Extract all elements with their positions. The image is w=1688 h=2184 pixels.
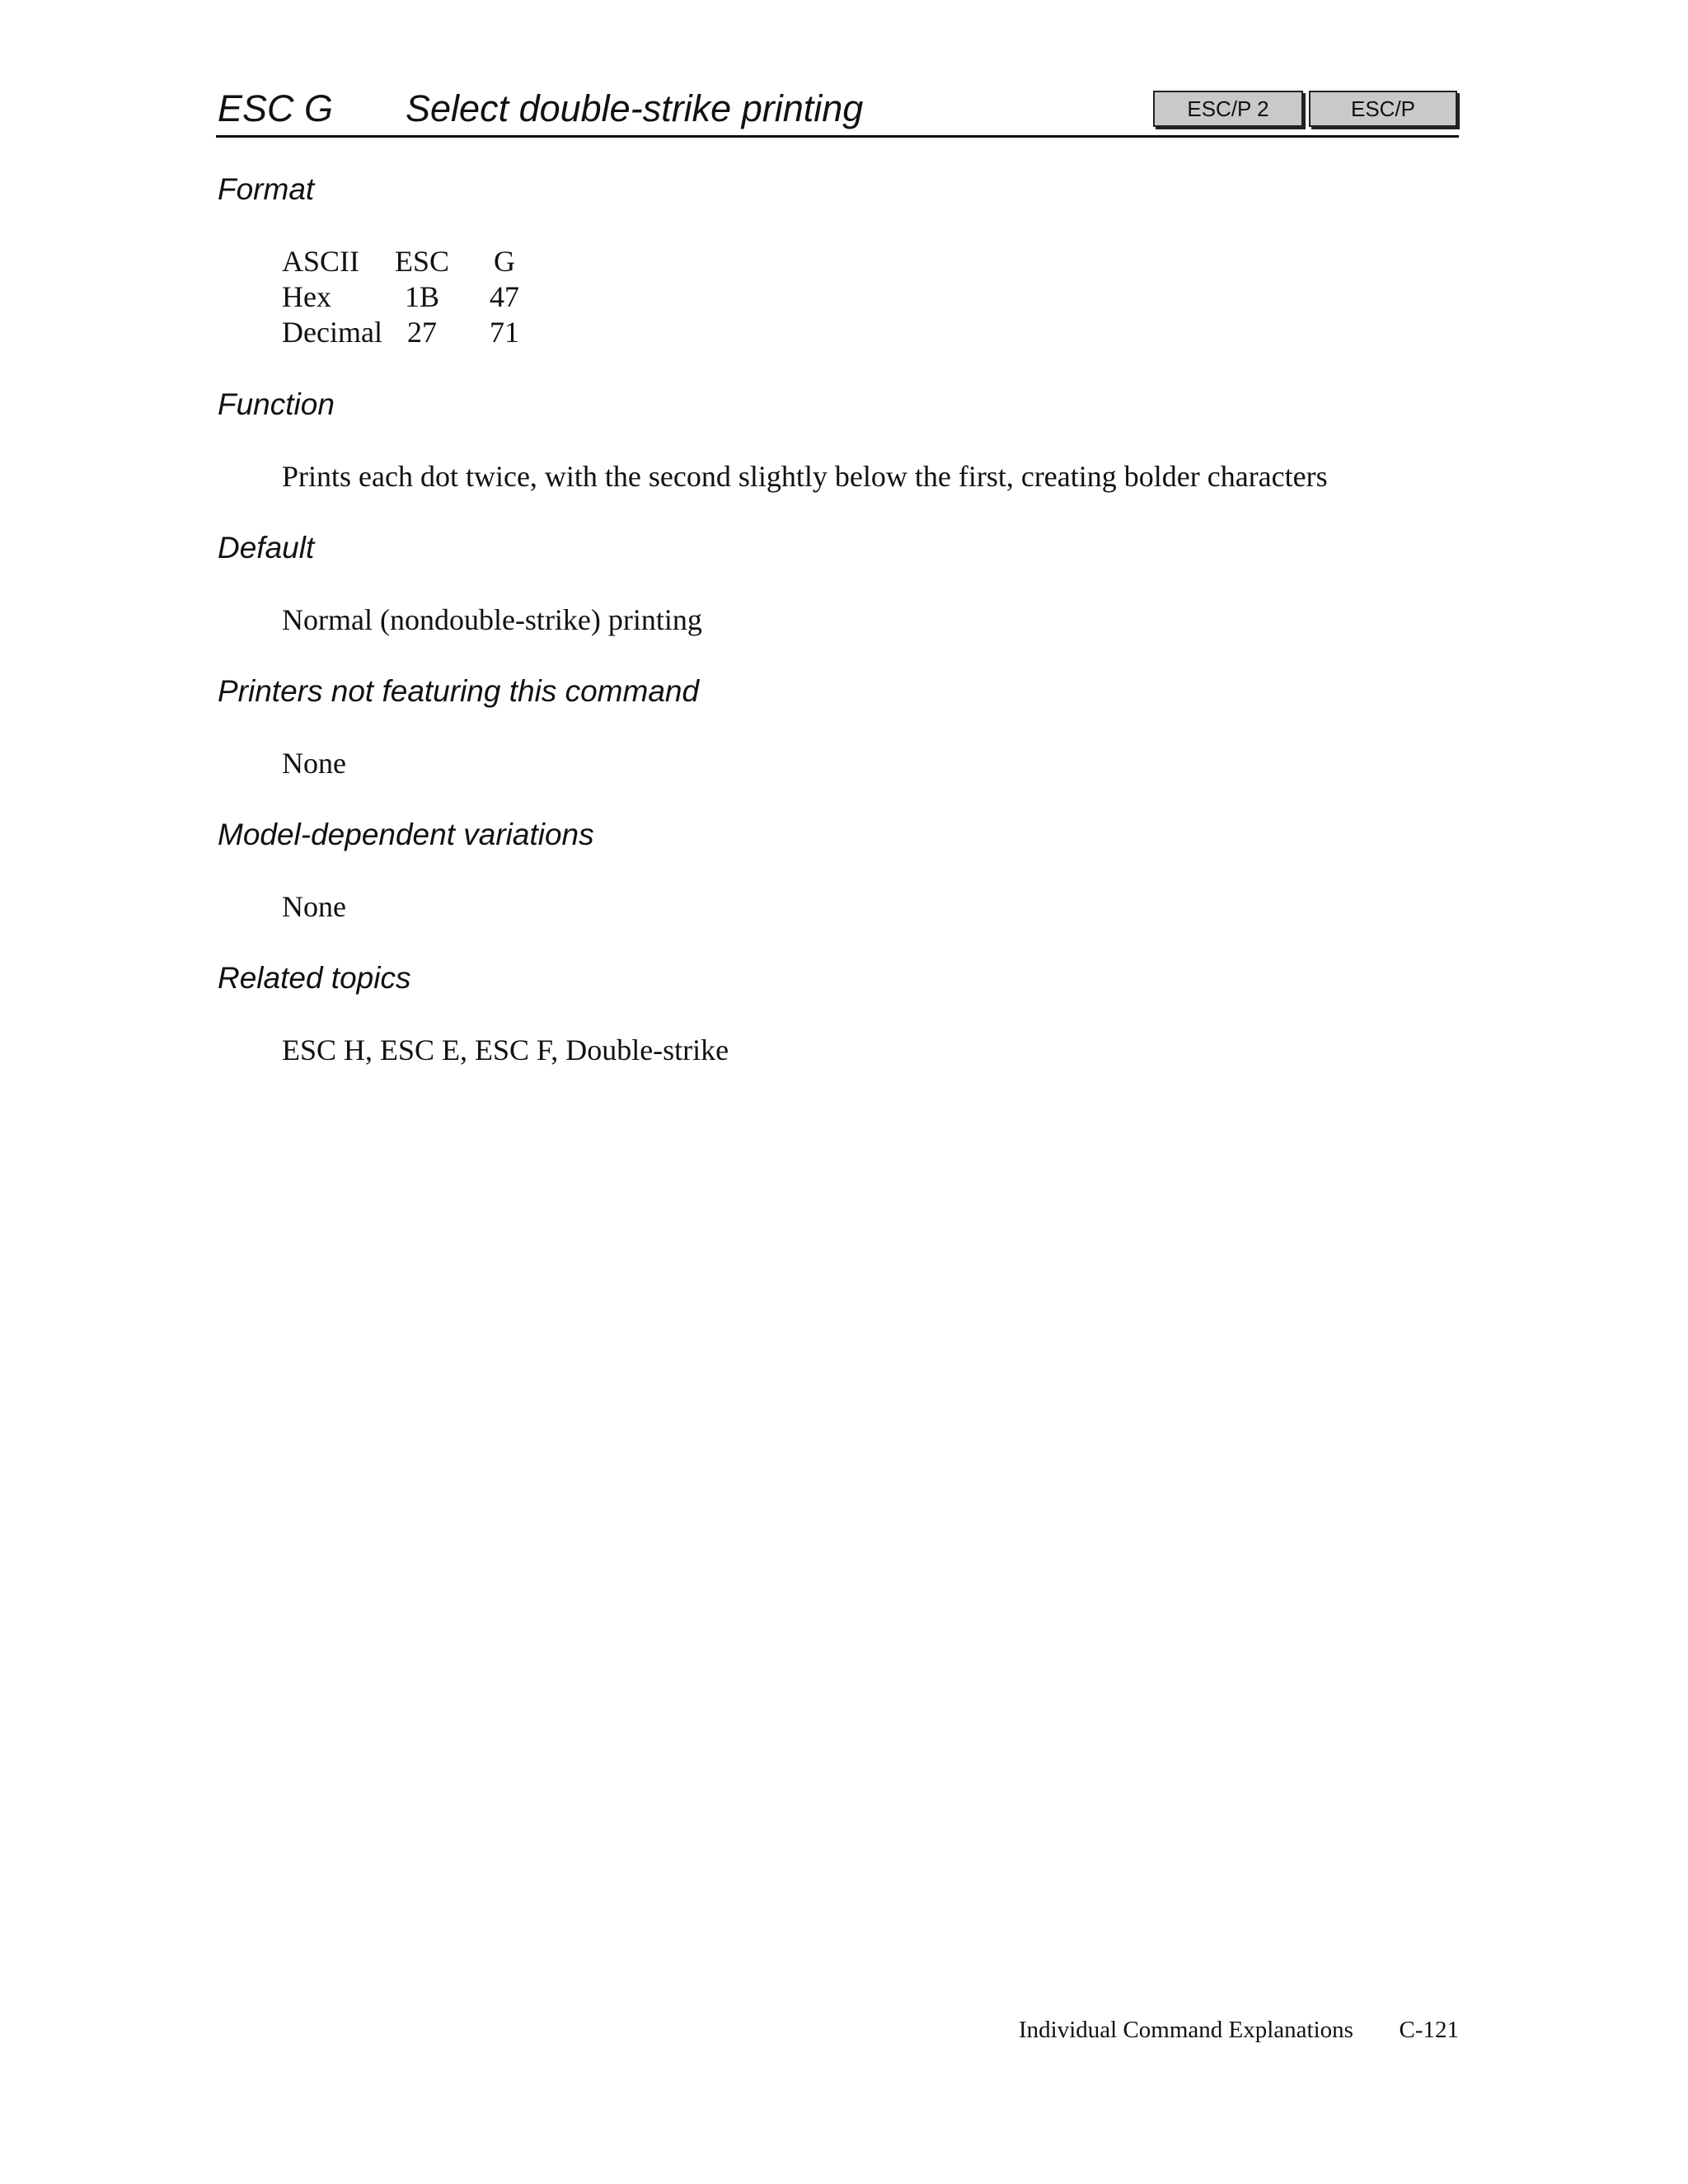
tag-escp: ESC/P (1309, 91, 1457, 127)
format-value: ESC (394, 245, 450, 278)
printers-heading: Printers not featuring this command (218, 674, 700, 708)
related-text: ESC H, ESC E, ESC F, Double-strike (282, 1033, 729, 1066)
printers-text: None (282, 747, 346, 780)
format-value: 71 (490, 316, 519, 349)
format-label: ASCII (282, 245, 360, 278)
default-text: Normal (nondouble-strike) printing (282, 603, 702, 636)
function-text: Prints each dot twice, with the second slightly below the first, creating bolder characters (282, 460, 1328, 493)
function-heading: Function (218, 387, 335, 421)
format-heading: Format (218, 172, 315, 206)
related-heading: Related topics (218, 961, 411, 995)
format-value: 47 (490, 280, 519, 313)
format-label: Hex (282, 280, 331, 313)
page-number: C-121 (1399, 2017, 1459, 2043)
command-header (216, 82, 1459, 138)
tag-escp2: ESC/P 2 (1153, 91, 1303, 127)
footer-section: Individual Command Explanations (1019, 2017, 1353, 2043)
variations-heading: Model-dependent variations (218, 818, 594, 851)
command-code: ESC G (218, 87, 334, 129)
format-value: G (494, 245, 515, 278)
format-label: Decimal (282, 316, 382, 349)
default-heading: Default (218, 531, 315, 565)
format-value: 1B (404, 280, 439, 313)
command-title: Select double-strike printing (406, 87, 864, 129)
format-value: 27 (407, 316, 437, 349)
variations-text: None (282, 890, 346, 923)
